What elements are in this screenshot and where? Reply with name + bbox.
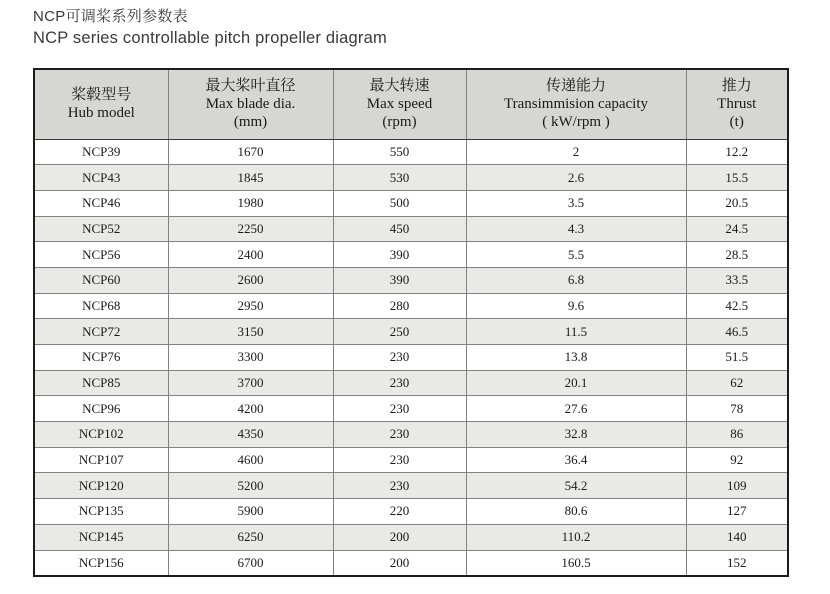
table-row bbox=[34, 293, 788, 319]
hub-model-cell: NCP39 bbox=[34, 139, 168, 165]
table-cell: 3150 bbox=[168, 319, 333, 345]
spec-table bbox=[33, 68, 789, 577]
table-row bbox=[34, 216, 788, 242]
column-header bbox=[686, 69, 788, 139]
table-row bbox=[34, 499, 788, 525]
column-header bbox=[333, 69, 466, 139]
table-cell: 2.6 bbox=[466, 165, 686, 191]
column-header bbox=[168, 69, 333, 139]
spec-table-header bbox=[34, 69, 788, 139]
column-header-en: Hub model bbox=[67, 105, 135, 122]
table-cell: 6700 bbox=[168, 550, 333, 576]
table-cell: 1670 bbox=[168, 139, 333, 165]
table-cell: 32.8 bbox=[466, 422, 686, 448]
table-cell: 46.5 bbox=[686, 319, 788, 345]
table-cell: 110.2 bbox=[466, 524, 686, 550]
hub-model-cell: NCP102 bbox=[34, 422, 168, 448]
column-header bbox=[466, 69, 686, 139]
table-cell: 3700 bbox=[168, 370, 333, 396]
hub-model-cell: NCP76 bbox=[34, 345, 168, 371]
table-cell: 250 bbox=[333, 319, 466, 345]
column-header-zh: 推力 bbox=[721, 77, 752, 94]
table-cell: 230 bbox=[333, 396, 466, 422]
table-row bbox=[34, 319, 788, 345]
column-header bbox=[34, 69, 168, 139]
table-cell: 20.5 bbox=[686, 190, 788, 216]
table-cell: 220 bbox=[333, 499, 466, 525]
hub-model-cell: NCP107 bbox=[34, 447, 168, 473]
hub-model-cell: NCP56 bbox=[34, 242, 168, 268]
table-cell: 1980 bbox=[168, 190, 333, 216]
table-row bbox=[34, 345, 788, 371]
column-header-zh: 传递能力 bbox=[545, 77, 606, 94]
table-cell: 78 bbox=[686, 396, 788, 422]
table-cell: 5900 bbox=[168, 499, 333, 525]
table-row bbox=[34, 473, 788, 499]
table-cell: 4200 bbox=[168, 396, 333, 422]
table-cell: 2400 bbox=[168, 242, 333, 268]
hub-model-cell: NCP72 bbox=[34, 319, 168, 345]
table-row bbox=[34, 447, 788, 473]
table-cell: 12.2 bbox=[686, 139, 788, 165]
table-cell: 140 bbox=[686, 524, 788, 550]
table-cell: 9.6 bbox=[466, 293, 686, 319]
column-header-unit: ( kW/rpm ) bbox=[542, 114, 610, 131]
table-cell: 27.6 bbox=[466, 396, 686, 422]
table-row bbox=[34, 396, 788, 422]
column-header-en: Max speed bbox=[366, 96, 433, 113]
table-cell: 51.5 bbox=[686, 345, 788, 371]
hub-model-cell: NCP68 bbox=[34, 293, 168, 319]
table-cell: 6.8 bbox=[466, 267, 686, 293]
table-row bbox=[34, 139, 788, 165]
column-header-zh: 桨毂型号 bbox=[71, 86, 132, 103]
table-cell: 3300 bbox=[168, 345, 333, 371]
table-cell: 5.5 bbox=[466, 242, 686, 268]
table-cell: 4.3 bbox=[466, 216, 686, 242]
table-row bbox=[34, 242, 788, 268]
table-cell: 36.4 bbox=[466, 447, 686, 473]
table-cell: 160.5 bbox=[466, 550, 686, 576]
table-cell: 530 bbox=[333, 165, 466, 191]
column-header-en: Transimmision capacity bbox=[503, 96, 649, 113]
table-row bbox=[34, 422, 788, 448]
table-cell: 86 bbox=[686, 422, 788, 448]
hub-model-cell: NCP85 bbox=[34, 370, 168, 396]
hub-model-cell: NCP156 bbox=[34, 550, 168, 576]
hub-model-cell: NCP43 bbox=[34, 165, 168, 191]
table-cell: 550 bbox=[333, 139, 466, 165]
column-header-unit: (mm) bbox=[233, 114, 268, 131]
table-cell: 230 bbox=[333, 473, 466, 499]
title-block bbox=[33, 7, 387, 51]
table-row bbox=[34, 524, 788, 550]
table-cell: 109 bbox=[686, 473, 788, 499]
table-cell: 152 bbox=[686, 550, 788, 576]
table-row bbox=[34, 550, 788, 576]
table-cell: 2 bbox=[466, 139, 686, 165]
table-cell: 500 bbox=[333, 190, 466, 216]
table-cell: 62 bbox=[686, 370, 788, 396]
table-cell: 200 bbox=[333, 524, 466, 550]
table-cell: 5200 bbox=[168, 473, 333, 499]
page-title-en: NCP series controllable pitch propeller diagram bbox=[33, 29, 387, 48]
table-cell: 230 bbox=[333, 422, 466, 448]
table-row bbox=[34, 267, 788, 293]
header-row bbox=[34, 69, 788, 139]
table-cell: 11.5 bbox=[466, 319, 686, 345]
table-cell: 28.5 bbox=[686, 242, 788, 268]
table-cell: 450 bbox=[333, 216, 466, 242]
table-cell: 15.5 bbox=[686, 165, 788, 191]
page-title-zh: NCP可调桨系列参数表 bbox=[33, 8, 188, 25]
table-cell: 280 bbox=[333, 293, 466, 319]
table-cell: 13.8 bbox=[466, 345, 686, 371]
column-header-zh: 最大转速 bbox=[369, 77, 430, 94]
hub-model-cell: NCP135 bbox=[34, 499, 168, 525]
spec-table-body bbox=[34, 139, 788, 576]
hub-model-cell: NCP60 bbox=[34, 267, 168, 293]
table-cell: 54.2 bbox=[466, 473, 686, 499]
column-header-en: Thrust bbox=[717, 96, 757, 113]
table-cell: 1845 bbox=[168, 165, 333, 191]
table-cell: 4350 bbox=[168, 422, 333, 448]
table-cell: 6250 bbox=[168, 524, 333, 550]
hub-model-cell: NCP145 bbox=[34, 524, 168, 550]
table-cell: 80.6 bbox=[466, 499, 686, 525]
table-cell: 3.5 bbox=[466, 190, 686, 216]
hub-model-cell: NCP46 bbox=[34, 190, 168, 216]
table-cell: 42.5 bbox=[686, 293, 788, 319]
table-cell: 20.1 bbox=[466, 370, 686, 396]
table-cell: 2250 bbox=[168, 216, 333, 242]
hub-model-cell: NCP120 bbox=[34, 473, 168, 499]
table-cell: 127 bbox=[686, 499, 788, 525]
table-cell: 200 bbox=[333, 550, 466, 576]
table-row bbox=[34, 370, 788, 396]
hub-model-cell: NCP52 bbox=[34, 216, 168, 242]
table-cell: 390 bbox=[333, 267, 466, 293]
table-cell: 230 bbox=[333, 370, 466, 396]
table-row bbox=[34, 165, 788, 191]
table-cell: 230 bbox=[333, 345, 466, 371]
table-cell: 33.5 bbox=[686, 267, 788, 293]
table-row bbox=[34, 190, 788, 216]
table-cell: 2950 bbox=[168, 293, 333, 319]
table-cell: 390 bbox=[333, 242, 466, 268]
table-cell: 24.5 bbox=[686, 216, 788, 242]
column-header-en: Max blade dia. bbox=[205, 96, 296, 113]
column-header-unit: (t) bbox=[729, 114, 744, 131]
column-header-zh: 最大桨叶直径 bbox=[205, 77, 296, 94]
table-cell: 92 bbox=[686, 447, 788, 473]
table-cell: 4600 bbox=[168, 447, 333, 473]
table-cell: 2600 bbox=[168, 267, 333, 293]
hub-model-cell: NCP96 bbox=[34, 396, 168, 422]
table-cell: 230 bbox=[333, 447, 466, 473]
column-header-unit: (rpm) bbox=[382, 114, 417, 131]
